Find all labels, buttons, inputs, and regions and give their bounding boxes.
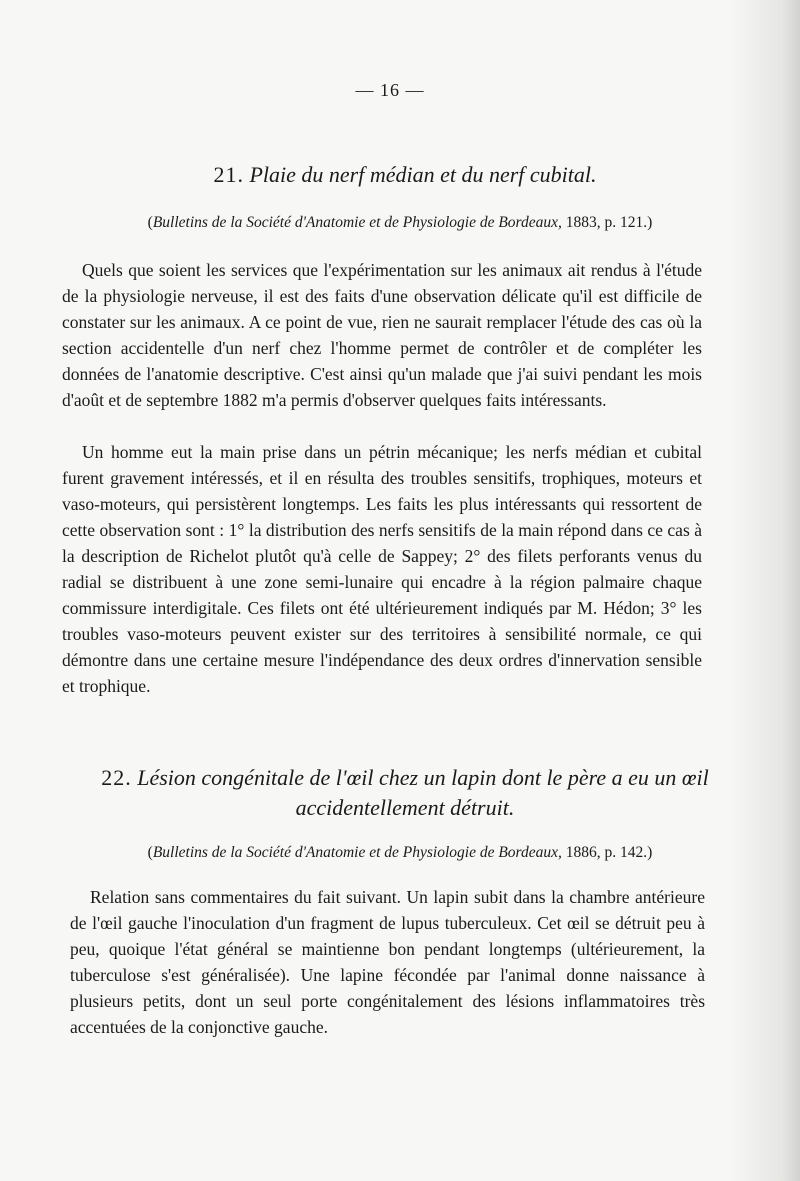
citation-open-paren: (	[147, 214, 153, 231]
section-21-number: 21.	[213, 162, 244, 187]
section-21-title: Plaie du nerf médian et du nerf cubital.	[249, 162, 597, 187]
section-21-paragraph-2: Un homme eut la main prise dans un pétrin mécanique; les nerfs médian et cubital furent gravement intéressés, et il en résulta des troubles sensitifs, trophiques, moteurs et vaso-moteurs, qui persistèrent longtemps. Les faits les plus intéressants qui ressortent de cette observation sont : 1° la distribution des nerfs sensitifs de la main répond dans ce cas à la description de Richelot plutôt qu'à celle de Sappey; 2° des filets perforants venus du radial se distribuent à une zone semi-lunaire qui encadre à la région palmaire chaque commissure interdigitale. Ces filets ont été ultérieurement indiqués par M. Hédon; 3° les troubles vaso-moteurs peuvent exister sur des territoires à sensibilité normale, ce qui démontre dans une certaine mesure l'indépendance des deux ordres d'innervation sensible et trophique.	[62, 442, 702, 696]
citation-open-paren: (	[147, 844, 153, 861]
section-22-number: 22.	[101, 765, 132, 790]
citation-journal: Bulletins de la Société d'Anatomie et de Physiologie de Bordeaux,	[152, 214, 562, 231]
citation-journal: Bulletins de la Société d'Anatomie et de Physiologie de Bordeaux,	[152, 844, 562, 861]
section-22-paragraph-1: Relation sans commentaires du fait suivant. Un lapin subit dans la chambre antérieure de l'œil gauche l'inoculation d'un fragment de lupus tuberculeux. Cet œil se détruit peu à peu, quoique l'état général se maintienne bon pendant longtemps (ultérieurement, la tuberculose s'est généralisée). Une lapine fécondée par l'animal donne naissance à plusieurs petits, dont un seul porte congénitalement des lésions inflammatoires très accentuées de la conjonctive gauche.	[70, 887, 705, 1037]
section-21-citation	[60, 212, 740, 234]
section-22-heading	[60, 763, 750, 823]
citation-reference: 1883, p. 121.)	[561, 214, 653, 231]
citation-reference: 1886, p. 142.)	[561, 844, 653, 861]
section-21-paragraph-1: Quels que soient les services que l'expérimentation sur les animaux ait rendus à l'étude de la physiologie nerveuse, il est des faits d'une observation délicate qu'il est difficile de constater sur les animaux. A ce point de vue, rien ne saurait remplacer l'étude des cas où la section accidentelle d'un nerf chez l'homme permet de contrôler et de compléter les données de l'anatomie descriptive. C'est ainsi qu'un malade que j'ai suivi pendant les mois d'août et de septembre 1882 m'a permis d'observer quelques faits intéressants.	[62, 260, 702, 410]
page-number: — 16 —	[355, 80, 425, 100]
section-22-citation	[60, 842, 740, 864]
section-22-title: Lésion congénitale de l'œil chez un lapin dont le père a eu un œil accidentellement détruit.	[137, 765, 709, 820]
section-21-heading	[60, 160, 750, 190]
